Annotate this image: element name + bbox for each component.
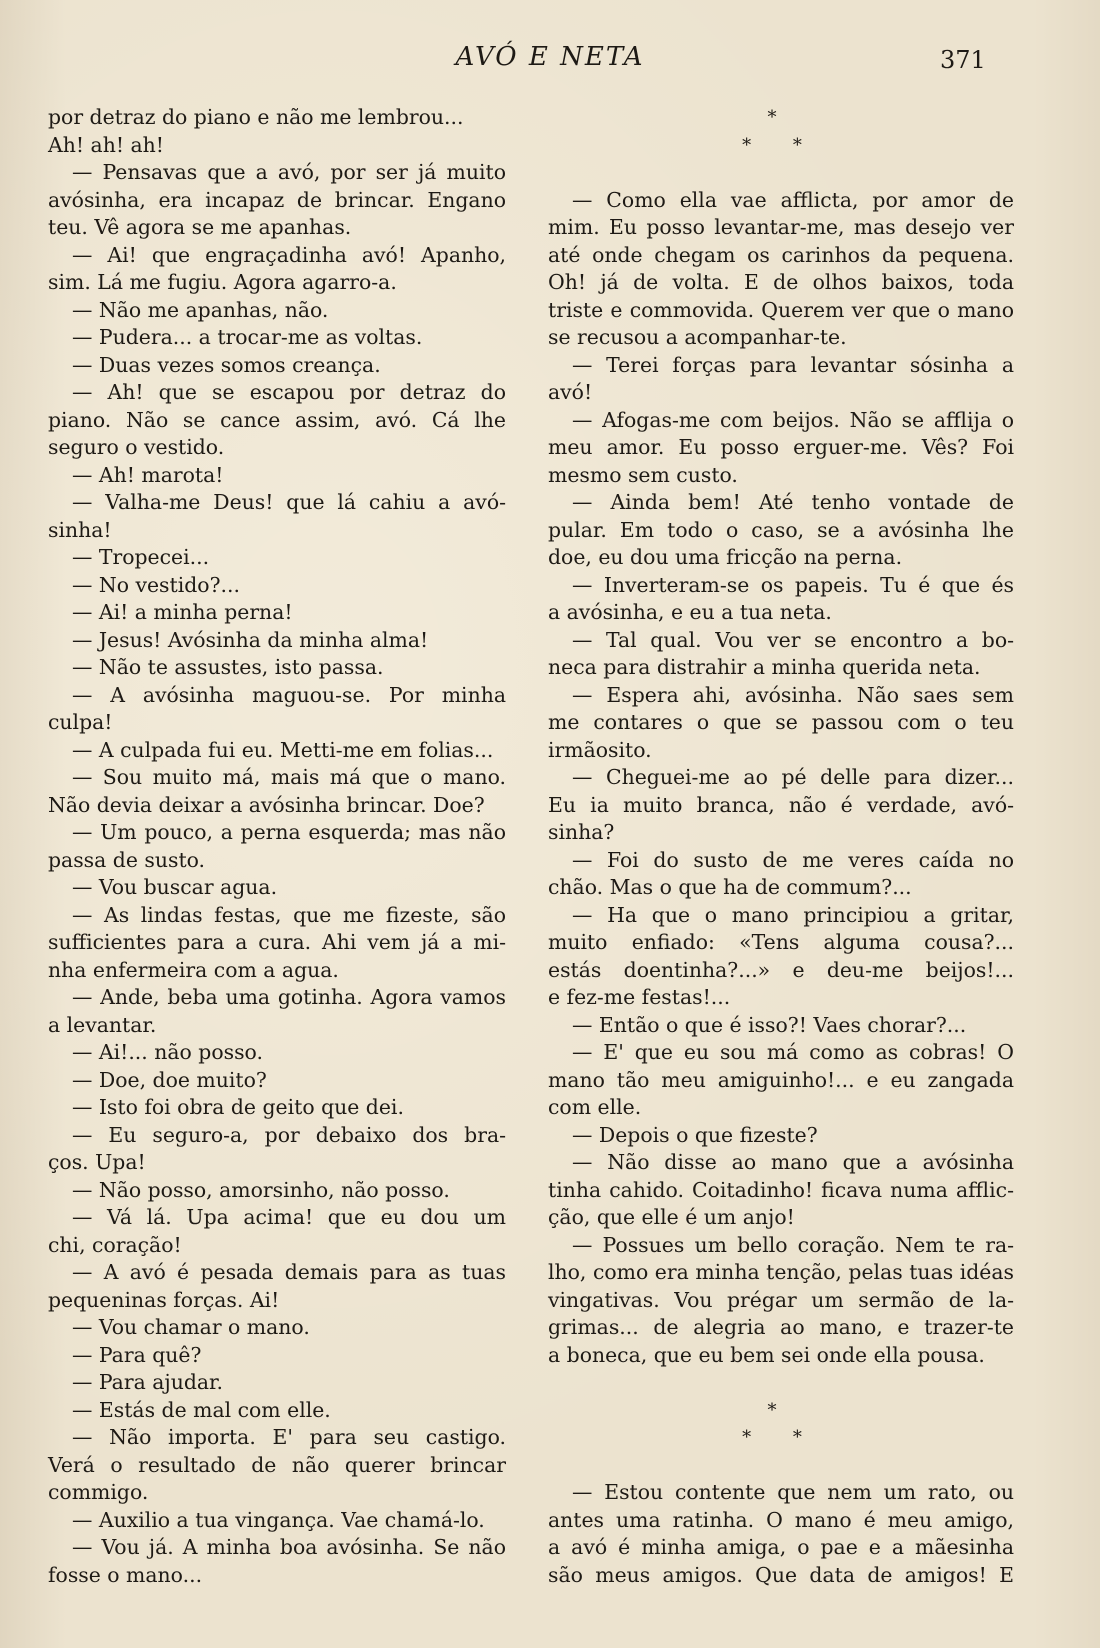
text-line: — Eu seguro-a, por debaixo dos bra- <box>72 1122 506 1147</box>
text-line: seguro o vestido. <box>48 435 225 459</box>
text-line: — Ande, beba uma gotinha. Agora vamos <box>72 985 506 1009</box>
text-line: — A culpada fui eu. Metti-me em folias... <box>72 737 494 762</box>
text-line: fosse o mano... <box>48 1562 203 1587</box>
text-line: — Vou buscar agua. <box>72 875 278 899</box>
text-line: antes uma ratinha. O mano é meu amigo, <box>548 1507 1014 1532</box>
text-line: nha enfermeira com a agua. <box>48 957 339 982</box>
text-line: doe, eu dou uma fricção na perna. <box>548 545 903 569</box>
text-line: tinha cahido. Coitadinho! ficava numa afflic- <box>548 1177 1014 1202</box>
text-line: com elle. <box>548 1095 642 1119</box>
text-line: — Vá lá. Upa acima! que eu dou um <box>72 1205 506 1229</box>
section-separator: * <box>767 107 795 128</box>
text-line: lho, como era minha tenção, pelas tuas idéas <box>548 1260 1014 1284</box>
text-line: meu amor. Eu posso erguer-me. Vês? Foi <box>548 435 1014 459</box>
text-line: — Não me apanhas, não. <box>72 297 329 322</box>
text-line: — Então o que é isso?! Vaes chorar?... <box>572 1012 967 1037</box>
text-line: culpa! <box>48 710 113 734</box>
text-line: mim. Eu posso levantar-me, mas desejo ver <box>548 215 1014 239</box>
running-title: AVÓ E NETA <box>455 42 645 72</box>
right-text-column <box>548 104 1014 1589</box>
text-line: — Ainda bem! Até tenho vontade de <box>572 490 1014 514</box>
text-line: chão. Mas o que ha de commum?... <box>548 875 912 899</box>
text-line: estás doentinha?...» e deu-me beijos!... <box>548 957 1014 982</box>
text-line: — Valha-me Deus! que lá cahiu a avó- <box>72 490 506 514</box>
text-line: — Pensavas que a avó, por ser já muito <box>72 160 506 184</box>
section-separator: * * <box>742 134 820 156</box>
text-line: e fez-me festas!... <box>548 985 731 1009</box>
text-line: — Ha que o mano principiou a gritar, <box>572 902 1014 927</box>
text-line: — Para quê? <box>72 1342 202 1367</box>
text-line: — Inverteram-se os papeis. Tu é que és <box>572 572 1014 597</box>
text-line: a boneca, que eu bem sei onde ella pousa. <box>548 1342 985 1367</box>
text-line: se recusou a acompanhar-te. <box>548 325 847 349</box>
text-line: sim. Lá me fugiu. Agora agarro-a. <box>48 270 397 294</box>
text-line: — No vestido?... <box>72 572 240 597</box>
text-line: — Como ella vae afflicta, por amor de <box>572 187 1014 212</box>
text-line: — Afogas-me com beijos. Não se afflija o <box>572 407 1014 432</box>
text-line: Eu ia muito branca, não é verdade, avó- <box>548 792 1014 817</box>
section-separator: * * <box>742 1427 820 1448</box>
text-line: commigo. <box>48 1480 149 1504</box>
text-line: — Terei forças para levantar sósinha a <box>572 352 1014 377</box>
text-line: teu. Vê agora se me apanhas. <box>48 215 352 239</box>
text-line: — Vou chamar o mano. <box>72 1315 310 1339</box>
text-line: — Vou já. A minha boa avósinha. Se não <box>72 1535 506 1559</box>
blank-line <box>548 1452 1014 1480</box>
text-line: — Possues um bello coração. Nem te ra- <box>572 1232 1014 1257</box>
text-line: ção, que elle é um anjo! <box>548 1205 795 1229</box>
text-line: — A avó é pesada demais para as tuas <box>72 1260 506 1284</box>
text-line: me contares o que se passou com o teu <box>548 710 1014 734</box>
text-line: — Um pouco, a perna esquerda; mas não <box>72 820 506 844</box>
blank-line <box>548 159 1014 187</box>
left-text-column <box>48 104 506 1589</box>
text-line: — Ah! marota! <box>72 462 224 487</box>
text-line: irmãosito. <box>548 737 652 762</box>
text-line: ços. Upa! <box>48 1150 146 1174</box>
text-line: — Não disse ao mano que a avósinha <box>572 1150 1014 1174</box>
text-line: mesmo sem custo. <box>548 462 738 487</box>
text-line: triste e commovida. Querem ver que o mano <box>548 297 1014 322</box>
page-number: 371 <box>940 46 986 74</box>
text-line: — Auxilio a tua vingança. Vae chamá-lo. <box>72 1507 485 1532</box>
text-line: — Ai! a minha perna! <box>72 600 293 624</box>
text-line: piano. Não se cance assim, avó. Cá lhe <box>48 407 506 432</box>
text-line: muito enfiado: «Tens alguma cousa?... <box>548 930 1014 954</box>
text-line: sinha! <box>48 517 112 542</box>
text-line: a avó é minha amiga, o pae e a mãesinha <box>548 1535 1014 1559</box>
text-line: sinha? <box>548 820 615 844</box>
text-line: — Espera ahi, avósinha. Não saes sem <box>572 682 1014 707</box>
text-line: a avósinha, e eu a tua neta. <box>548 600 832 624</box>
text-line: por detraz do piano e não me lembrou... <box>48 105 464 129</box>
text-line: avósinha, era incapaz de brincar. Engano <box>48 187 506 212</box>
blank-line <box>548 1369 1014 1397</box>
text-line: — Para ajudar. <box>72 1370 224 1394</box>
text-line: — Ai! que engraçadinha avó! Apanho, <box>72 242 506 267</box>
text-line: Oh! já de volta. E de olhos baixos, toda <box>548 270 1014 294</box>
text-line: até onde chegam os carinhos da pequena. <box>548 242 1014 267</box>
text-line: — Ah! que se escapou por detraz do <box>72 380 506 404</box>
text-line: — Isto foi obra de geito que dei. <box>72 1095 404 1119</box>
text-line: — Tal qual. Vou ver se encontro a bo- <box>572 627 1014 652</box>
text-line: a levantar. <box>48 1012 157 1037</box>
text-line: — Sou muito má, mais má que o mano. <box>72 765 506 789</box>
text-line: — Depois o que fizeste? <box>572 1122 818 1147</box>
text-line: mano tão meu amiguinho!... e eu zangada <box>548 1067 1014 1092</box>
text-line: pular. Em todo o caso, se a avósinha lhe <box>548 517 1014 542</box>
text-line: — Foi do susto de me veres caída no <box>572 847 1014 872</box>
text-line: Não devia deixar a avósinha brincar. Doe? <box>48 792 485 817</box>
text-line: — E' que eu sou má como as cobras! O <box>572 1040 1014 1064</box>
text-line: — Cheguei-me ao pé delle para dizer... <box>572 765 1014 789</box>
text-line: — Não te assustes, isto passa. <box>72 655 384 679</box>
text-line: grimas... de alegria ao mano, e trazer-te <box>548 1315 1014 1339</box>
text-line: passa de susto. <box>48 847 206 872</box>
text-line: vingativas. Vou prégar um sermão de la- <box>548 1287 1014 1312</box>
text-line: sufficientes para a cura. Ahi vem já a mi- <box>48 930 506 954</box>
text-line: — Ai!... não posso. <box>72 1040 263 1064</box>
text-line: — Não importa. E' para seu castigo. <box>72 1425 506 1449</box>
text-line: — A avósinha maguou-se. Por minha <box>72 682 506 707</box>
section-separator: * <box>767 1399 795 1421</box>
text-line: — As lindas festas, que me fizeste, são <box>72 902 506 927</box>
text-line: avó! <box>548 380 593 404</box>
text-line: — Estás de mal com elle. <box>72 1397 331 1422</box>
text-line: Ah! ah! ah! <box>48 132 164 157</box>
text-line: — Duas vezes somos creança. <box>72 352 381 377</box>
text-line: pequeninas forças. Ai! <box>48 1287 280 1312</box>
text-line: — Tropecei... <box>72 545 210 569</box>
text-line: — Pudera... a trocar-me as voltas. <box>72 325 423 349</box>
text-line: — Jesus! Avósinha da minha alma! <box>72 627 429 652</box>
text-line: Verá o resultado de não querer brincar <box>48 1452 506 1477</box>
text-line: — Doe, doe muito? <box>72 1067 267 1092</box>
text-line: chi, coração! <box>48 1232 182 1257</box>
text-line: — Estou contente que nem um rato, ou <box>572 1480 1014 1504</box>
text-line: neca para distrahir a minha querida neta. <box>548 655 981 679</box>
text-line: — Não posso, amorsinho, não posso. <box>72 1177 450 1202</box>
text-line: são meus amigos. Que data de amigos! E <box>548 1562 1014 1587</box>
